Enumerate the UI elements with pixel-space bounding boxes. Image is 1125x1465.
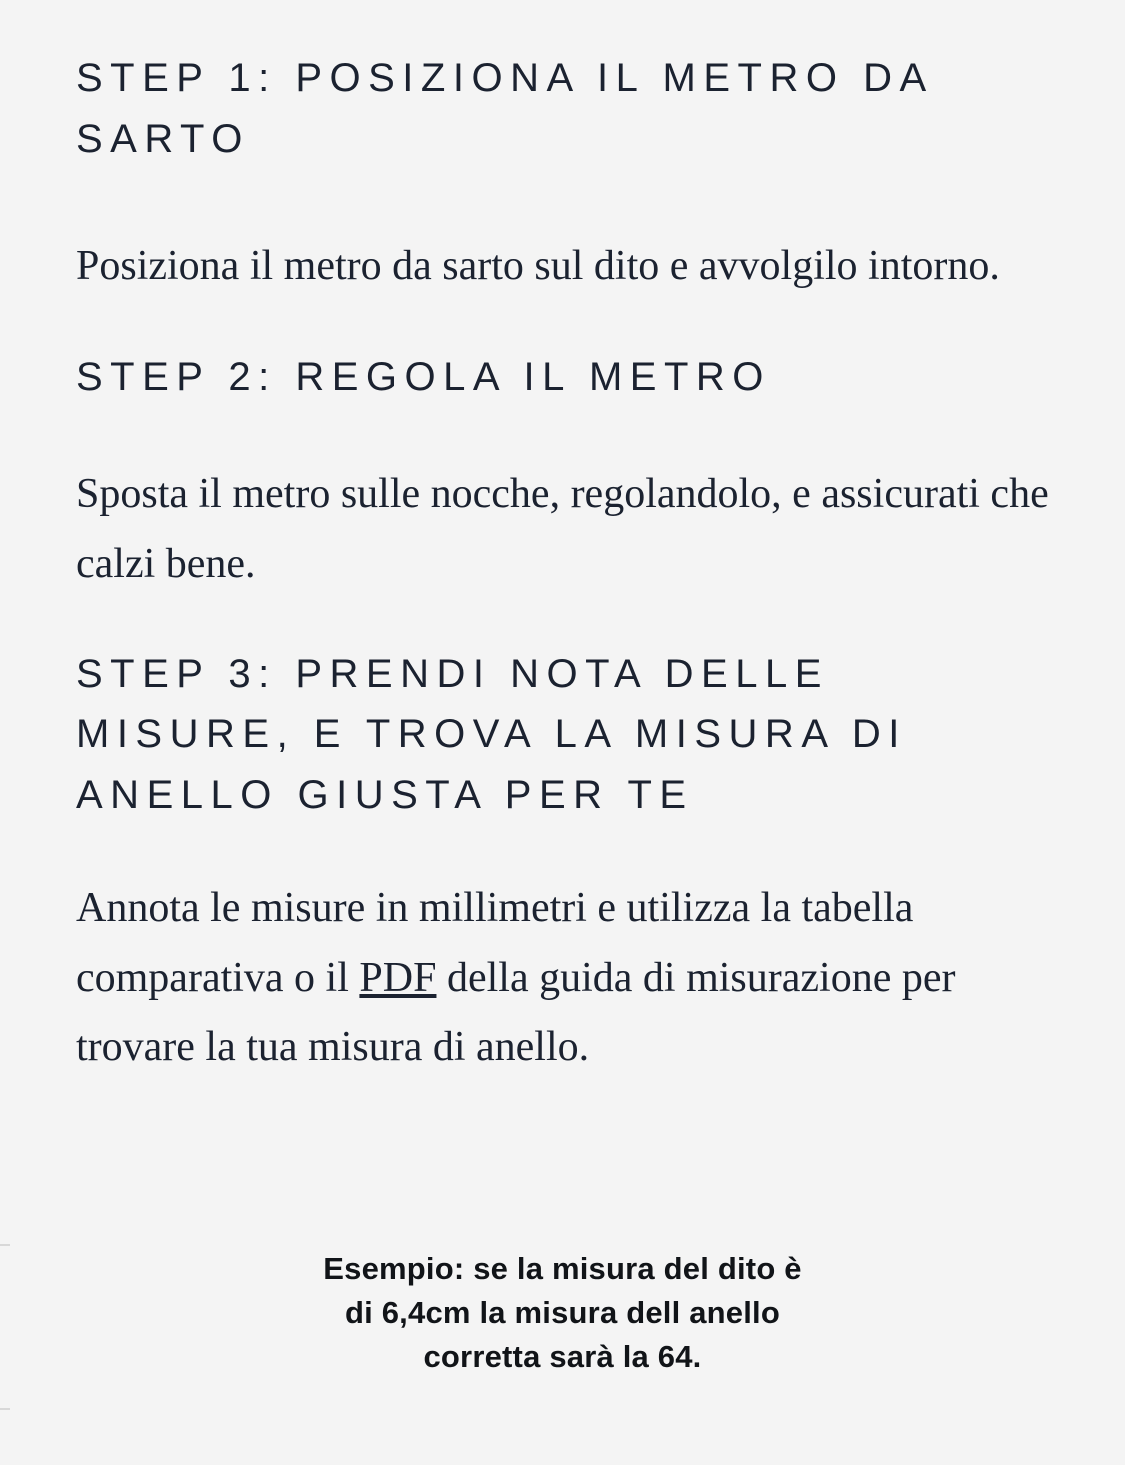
- step-3-body: [76, 874, 1063, 1083]
- step-2-heading: STEP 2: REGOLA IL METRO: [76, 355, 771, 400]
- spacer: [76, 408, 1063, 460]
- edge-marker-icon: [0, 1408, 10, 1410]
- step-2-body: Sposta il metro sulle nocche, regolandolo, e assicurati che calzi bene.: [76, 471, 1049, 587]
- spacer: [76, 826, 1063, 874]
- step-3-body-before-link: Annota le misure in millimetri e utilizza la tabella comparativa o il: [76, 884, 914, 1001]
- step-1-body: Posiziona il metro da sarto sul dito e avvolgilo intorno.: [76, 242, 1000, 289]
- step-3-body-after-link: della guida di misurazione per trovare la tua misura di anello.: [76, 954, 956, 1071]
- step-1-heading: STEP 1: POSIZIONA IL METRO DA SARTO: [76, 56, 932, 161]
- example-line-3: corretta sarà la 64.: [423, 1338, 702, 1374]
- example-note: [0, 1247, 1125, 1379]
- spacer: [76, 301, 1063, 347]
- spacer: [76, 170, 1063, 232]
- step-3-heading: STEP 3: PRENDI NOTA DELLE MISURE, E TROVA LA MISURA DI ANELLO GIUSTA PER TE: [76, 651, 907, 818]
- spacer: [76, 600, 1063, 644]
- pdf-guide-link[interactable]: PDF: [359, 954, 437, 1001]
- example-line-2: di 6,4cm la misura dell anello: [344, 1294, 780, 1330]
- example-line-1: Esempio: se la misura del dito è: [323, 1250, 802, 1286]
- edge-marker-icon: [0, 1244, 10, 1246]
